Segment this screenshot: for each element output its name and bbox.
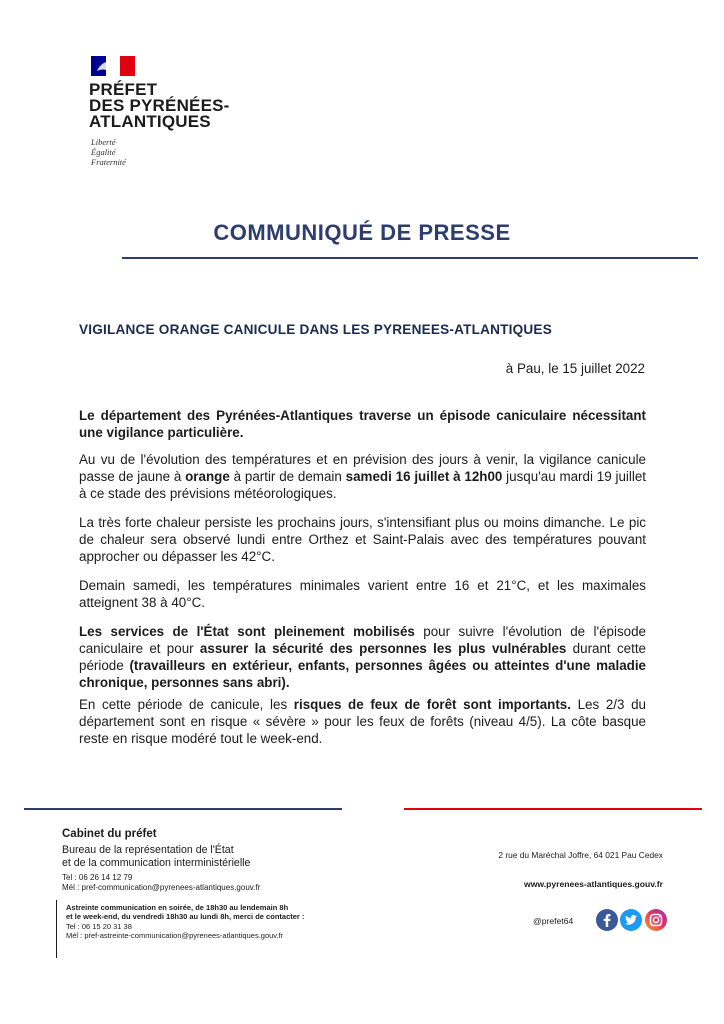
paragraph-run: durant cette période: [79, 641, 646, 673]
paragraph-run: orange: [185, 469, 230, 484]
devise: [91, 137, 126, 167]
astreinte-line: Astreinte communication en soirée, de 18h30 au lendemain 8h: [66, 903, 289, 912]
footer-divider-red: [404, 808, 702, 810]
paragraph-chaleur: [79, 514, 646, 565]
prefet-line: PRÉFET: [89, 80, 158, 99]
contact-mail[interactable]: Mél : pref-communication@pyrenees-atlantiques.gouv.fr: [62, 883, 261, 892]
astreinte-bar: [56, 900, 57, 958]
paragraph-run: jusqu'au mardi 19 juillet à ce stade des prévisions météorologiques.: [79, 469, 646, 501]
social-handle: @prefet64: [533, 916, 574, 926]
paragraph-temperatures: [79, 577, 646, 611]
paragraph-run: Les services de l'État sont pleinement mobilisés: [79, 624, 415, 639]
paragraph-vigilance: [79, 451, 646, 502]
devise-fraternite: Fraternité: [91, 157, 126, 167]
paragraph-run: Le département des Pyrénées-Atlantiques traverse un épisode caniculaire nécessitant une vigilance particulière.: [79, 408, 646, 440]
prefet-title: [89, 82, 230, 130]
cabinet-line: Bureau de la représentation de l'État: [62, 844, 234, 856]
instagram-icon[interactable]: [645, 909, 667, 931]
paragraph-run: risques de feux de forêt sont importants.: [293, 697, 571, 712]
contact-block: [62, 873, 260, 893]
paragraph-run: pour suivre l'évolution de l'épisode caniculaire et pour: [79, 624, 646, 656]
devise-egalite: Égalité: [91, 147, 116, 157]
astreinte-block: [66, 903, 304, 940]
paragraph-feux: [79, 696, 646, 747]
page-title: COMMUNIQUÉ DE PRESSE: [213, 220, 511, 245]
paragraph-intro: [79, 407, 646, 441]
cabinet-title: Cabinet du préfet: [62, 828, 157, 840]
twitter-icon[interactable]: [620, 909, 642, 931]
facebook-icon[interactable]: [596, 909, 618, 931]
cabinet-subtitle: [62, 844, 250, 870]
paragraph-services: [79, 623, 646, 691]
prefet-line: DES PYRÉNÉES-: [89, 96, 230, 115]
paragraph-run: La très forte chaleur persiste les prochains jours, s'intensifiant plus ou moins dimanche. Le pic de chaleur sera observé lundi entre Orthez et Saint-Palais avec des températures pouvant approcher ou dépasser les 42°C.: [79, 515, 646, 564]
subject-heading: VIGILANCE ORANGE CANICULE DANS LES PYRENEES-ATLANTIQUES: [79, 322, 552, 337]
marianne-logo-icon: [91, 56, 135, 76]
paragraph-run: En cette période de canicule, les: [79, 697, 294, 712]
paragraph-run: Au vu de l'évolution des températures et en prévision des jours à venir, la vigilance canicule passe de jaune à: [79, 452, 646, 484]
paragraph-run: assurer la sécurité des personnes les plus vulnérables: [199, 641, 567, 656]
paragraph-run: samedi 16 juillet à 12h00: [345, 469, 503, 484]
paragraph-run: à partir de demain: [229, 469, 346, 484]
prefet-line: ATLANTIQUES: [89, 112, 211, 131]
cabinet-line: et de la communication interministérielle: [62, 857, 251, 869]
devise-liberte: Liberté: [91, 137, 116, 147]
astreinte-tel: Tel : 06 15 20 31 38: [66, 921, 132, 931]
title-divider: [122, 257, 698, 259]
date-line: à Pau, le 15 juillet 2022: [505, 361, 645, 376]
contact-tel: Tel : 06 26 14 12 79: [62, 873, 133, 882]
paragraph-run: Les 2/3 du département sont en risque « sévère » pour les feux de forêts (niveau 4/5). La côte basque reste en risque modéré tout le week-end.: [79, 697, 646, 746]
paragraph-run: (travailleurs en extérieur, enfants, personnes âgées ou atteintes d'une maladie chronique, personnes sans abri).: [79, 658, 646, 690]
flag-red-band: [120, 56, 135, 76]
website-link[interactable]: www.pyrenees-atlantiques.gouv.fr: [524, 879, 663, 889]
astreinte-mail[interactable]: Mél : pref-astreinte-communication@pyrenees-atlantiques.gouv.fr: [66, 930, 284, 940]
paragraph-run: Demain samedi, les températures minimales varient entre 16 et 21°C, et les maximales atteignent 38 à 40°C.: [79, 578, 646, 610]
footer-divider-blue: [24, 808, 342, 810]
postal-address: 2 rue du Maréchal Joffre, 64 021 Pau Cedex: [498, 850, 663, 860]
astreinte-line: et le week-end, du vendredi 18h30 au lundi 8h, merci de contacter :: [66, 912, 305, 922]
